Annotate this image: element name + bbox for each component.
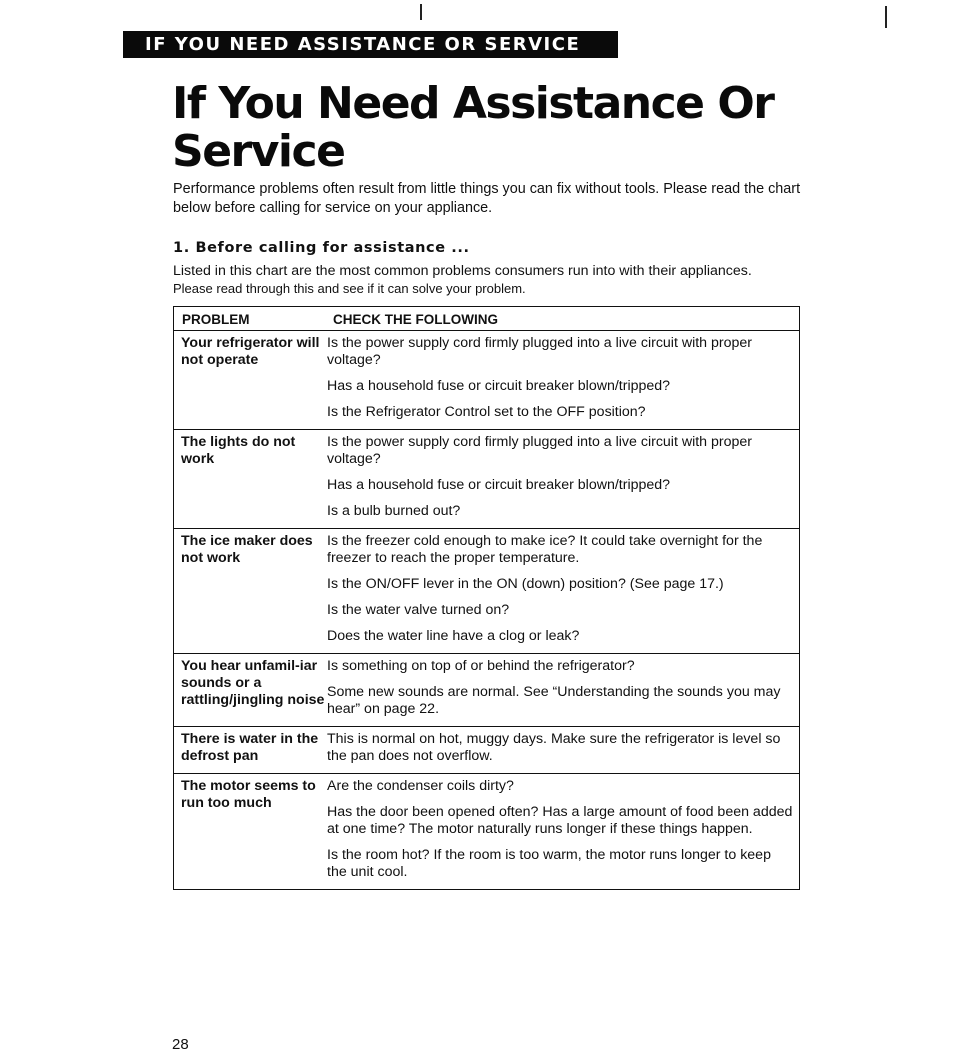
margin-mark (885, 6, 887, 28)
section-description-line: Please read through this and see if it can solve your problem. (173, 281, 526, 296)
checks-cell (325, 529, 800, 654)
check-item: Is the power supply cord firmly plugged into a live circuit with proper voltage? (327, 434, 753, 467)
check-item: Has a household fuse or circuit breaker blown/tripped? (327, 378, 671, 394)
intro-paragraph: Performance problems often result from little things you can fix without tools. Please read the chart below before calling for service on your appliance. (173, 181, 801, 216)
troubleshooting-table (173, 306, 800, 890)
column-header-check: CHECK THE FOLLOWING (325, 307, 800, 331)
check-item: Some new sounds are normal. See “Understanding the sounds you may hear” on page 22. (327, 684, 781, 717)
check-item: Is the water valve turned on? (327, 602, 510, 618)
table-row (174, 331, 800, 430)
check-item: Are the condenser coils dirty? (327, 778, 514, 794)
checks-cell (325, 430, 800, 529)
problem-cell: The ice maker does not work (174, 529, 326, 654)
table-row (174, 529, 800, 654)
check-item: Has a household fuse or circuit breaker blown/tripped? (327, 477, 671, 493)
checks-cell (325, 727, 800, 774)
check-item: Is something on top of or behind the refrigerator? (327, 658, 635, 674)
table-row (174, 727, 800, 774)
check-item: Is the freezer cold enough to make ice? It could take overnight for the freezer to reach the proper temperature. (327, 533, 763, 566)
check-item: Does the water line have a clog or leak? (327, 628, 580, 644)
section-banner: IF YOU NEED ASSISTANCE OR SERVICE (123, 31, 618, 58)
table-row (174, 774, 800, 890)
checks-cell (325, 654, 800, 727)
column-header-problem: PROBLEM (174, 307, 326, 331)
section-heading: 1. Before calling for assistance ... (173, 240, 470, 256)
page-number: 28 (172, 1036, 189, 1053)
problem-cell: You hear unfamil-iar sounds or a rattling/jingling noise (174, 654, 326, 727)
check-item: Is the ON/OFF lever in the ON (down) position? (See page 17.) (327, 576, 724, 592)
check-item: Has the door been opened often? Has a large amount of food been added at one time? The motor naturally runs longer if these things happen. (327, 804, 793, 837)
margin-mark (420, 4, 422, 20)
problem-cell: The motor seems to run too much (174, 774, 326, 890)
problem-cell: Your refrigerator will not operate (174, 331, 326, 430)
checks-cell (325, 331, 800, 430)
problem-cell: There is water in the defrost pan (174, 727, 326, 774)
section-description-line: Listed in this chart are the most common problems consumers run into with their appliances. (173, 263, 752, 279)
page-title: If You Need Assistance Or Service (172, 78, 774, 177)
checks-cell (325, 774, 800, 890)
check-item: Is the room hot? If the room is too warm, the motor runs longer to keep the unit cool. (327, 847, 771, 880)
check-item: This is normal on hot, muggy days. Make sure the refrigerator is level so the pan does not overflow. (327, 731, 781, 764)
table-header-row (174, 307, 800, 331)
check-item: Is the power supply cord firmly plugged into a live circuit with proper voltage? (327, 335, 753, 368)
check-item: Is the Refrigerator Control set to the OFF position? (327, 404, 646, 420)
check-item: Is a bulb burned out? (327, 503, 461, 519)
table-row (174, 430, 800, 529)
table-row (174, 654, 800, 727)
section-description (173, 263, 813, 297)
problem-cell: The lights do not work (174, 430, 326, 529)
